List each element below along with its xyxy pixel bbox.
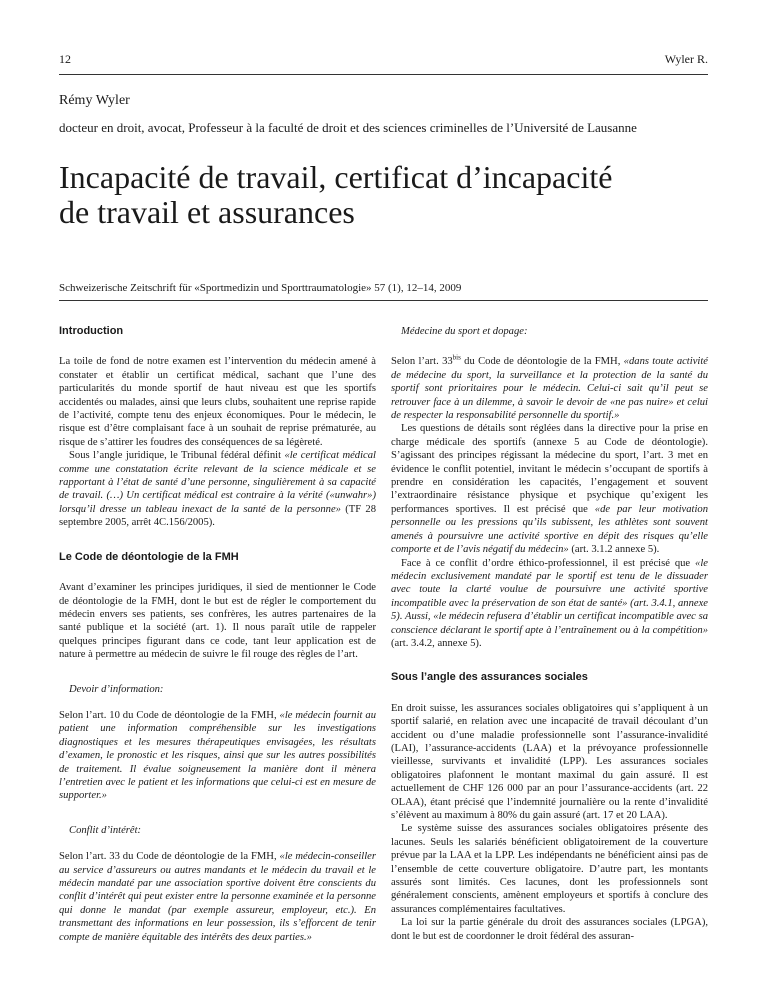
dopage-paragraph-3: Face à ce conflit d’ordre éthico-professionnel, il est précisé que «le médecin exclusivement mandaté par le sportif est tenu de le dissuader avec toute la clarté voulue de poursuivre une activité sportive incompatible avec la préservation de son état de santé» (art. 3.4.1, annexe 5). Aussi, «le médecin refusera d’établir un certificat incompatible avec sa conscience déclarant le sportif apte à l’entraînement ou à la compétition» (art. 3.4.2, annexe 5). — [391, 557, 708, 649]
assurances-paragraph-3: La loi sur la partie générale du droit des assurances sociales (LPGA), dont le but est de coordonner le droit fédéral des assuran- — [391, 917, 708, 942]
subheading-medecine-sport-dopage: Médecine du sport et dopage: — [401, 326, 528, 337]
author-affiliation: docteur en droit, avocat, Professeur à la faculté de droit et des sciences criminelles de l’Université de Lausanne — [59, 120, 637, 135]
intro-paragraph-2: Sous l’angle juridique, le Tribunal fédéral définit «le certificat médical comme une constatation écrite relevant de la science médicale et se rapportant à l’état de santé d’une personne, singulièrement à sa capacité de travail. (…) Un certificat médical est contraire à la vérité («unwahr») lorsqu’il dresse un tableau inexact de la santé de la personne» (TF 28 septembre 2005, arrêt 4C.156/2005). — [59, 450, 376, 529]
right-column — [391, 325, 708, 943]
information-paragraph: Selon l’art. 10 du Code de déontologie de la FMH, «le médecin fournit au patient une information compréhensible sur les investigations diagnostiques et les mesures thérapeutiques envisagées, les résultats d’examen, le pronostic et les risques, ainsi que sur les autres possibilités de traitement. Il évalue soigneusement la manière dont il mènera l’entretien avec le patient et les informations que celui-ci est en mesure de supporter.» — [59, 709, 376, 802]
title-line-2: de travail et assurances — [59, 194, 355, 230]
heading-assurances-sociales: Sous l’angle des assurances sociales — [391, 671, 588, 684]
left-column — [59, 325, 376, 944]
title-line-1: Incapacité de travail, certificat d’incapacité — [59, 159, 613, 195]
journal-citation: Schweizerische Zeitschrift für «Sportmedizin und Sporttraumatologie» 57 (1), 12–14, 2009 — [59, 282, 462, 294]
subheading-devoir-information: Devoir d’information: — [69, 683, 164, 695]
dopage-paragraph-2: Les questions de détails sont réglées dans la directive pour la prise en charge médicale des sportifs (annexe 5 au Code de déontologie). S’agissant des principes régissant la médecine du sport, l’art. 3 met en évidence le conflit potentiel, invitant le médecin s’occupant de sportifs à prendre en considération les capacités, l’engagement et souvent l’extraordinaire résistance physique et psychique qu’exigent les performances sportives. Il est précisé que «de par leur motivation personnelle ou les pressions qu’ils subissent, les athlètes sont souvent amenés à poursuivre une activité sportive en dépit des risques qu’elle comporte et de l’avis négatif du médecin» (art. 3.1.2 annexe 5). — [391, 423, 708, 556]
header-rule — [59, 74, 708, 75]
page-number: 12 — [59, 52, 71, 66]
conflit-paragraph: Selon l’art. 33 du Code de déontologie de la FMH, «le médecin-conseiller au service d’assureurs ou autres mandants et le médecin du travail et le médecin mandaté par une association sportive doivent être conscients du conflit d’intérêt qui peut exister entre la personne examinée et la personne qui donne le mandat (par exemple assureur, employeur, etc.). En transmettant des informations en leur possession, ils s’efforcent de tenir compte de manière équitable des intérêts des deux parties.» — [59, 851, 376, 943]
dopage-paragraph-1: Selon l’art. $33^{bis}$ du Code de déontologie de la FMH, «dans toute activité de médecine du sport, la surveillance et la protection de la santé du sportif sont prioritaires pour le médecin. Celui-ci sait qu’il peut se retrouver face à un dilemme, à savoir le devoir de «ne pas nuire» et celui de respecter la responsabilité personnelle du sportif.» — [391, 353, 708, 422]
running-head: Wyler R. — [664, 52, 708, 66]
title-rule — [59, 300, 708, 301]
intro-paragraph-1: La toile de fond de notre examen est l’intervention du médecin amené à constater et établir un certificat médical, sachant que l’une des particularités du monde sportif de haut niveau est que les sportifs accidentés ou malades, ainsi que leurs clubs, souhaitent une reprise rapide de l’activité, compte tenu des enjeux économiques. Pour le médecin, le risque est d’être complaisant face à un souhait de reprise prématurée, au risque de s’attirer les foudres des conséquences de sa légèreté. — [59, 356, 376, 448]
assurances-paragraph-2: Le système suisse des assurances sociales obligatoires présente des lacunes. Seuls les salariés bénéficient obligatoirement de la couverture prévue par la LAA et la LPP. Les indépendants ne bénéficient ainsi pas de l’ensemble de cette couverture obligatoire. D’autre part, les montants assurés sont limités. Ces lacunes, dont les professionnels sont généralement conscients, amènent employeurs et sportifs à conclure des assurances complémentaires facultatives. — [391, 823, 708, 915]
article-title — [59, 160, 719, 230]
heading-code-deontologie: Le Code de déontologie de la FMH — [59, 550, 239, 563]
heading-introduction: Introduction — [59, 325, 124, 337]
subheading-conflit-interet: Conflit d’intérêt: — [69, 824, 142, 836]
assurances-paragraph-1: En droit suisse, les assurances sociales obligatoires qui s’appliquent à un sportif salarié, en relation avec une incapacité de travail découlant d’un accident ou d’une maladie professionnelle sont l’assurance-invalidité (LAI), l’assurance-accidents (LAA) et la prévoyance professionnelle vieillesse, survivants et invalidité (LPP). Les assurances sociales obligatoires plafonnent le montant maximal du gain assuré. Il est actuellement de CHF 126 000 par an pour l’assurance-accidents (art. 22 OLAA), étant précisé que l’indemnité journalière ou la rente d’invalidité s’élèvent au maximum à 80% du gain assuré (art. 17 et 20 LAA). — [391, 702, 708, 821]
author-name: Rémy Wyler — [59, 93, 130, 108]
code-paragraph: Avant d’examiner les principes juridiques, il sied de mentionner le Code de déontologie de la FMH, dont le but est de régler le comportement du médecin envers ses patients, ses confrères, les autres partenaires de la santé publique et la société (art. 1). Il nous paraît utile de rappeler quelques principes figurant dans ce code, tant leur application est de nature à permettre au médecin de suivre le fil rouge des règles de l’art. — [59, 582, 376, 661]
